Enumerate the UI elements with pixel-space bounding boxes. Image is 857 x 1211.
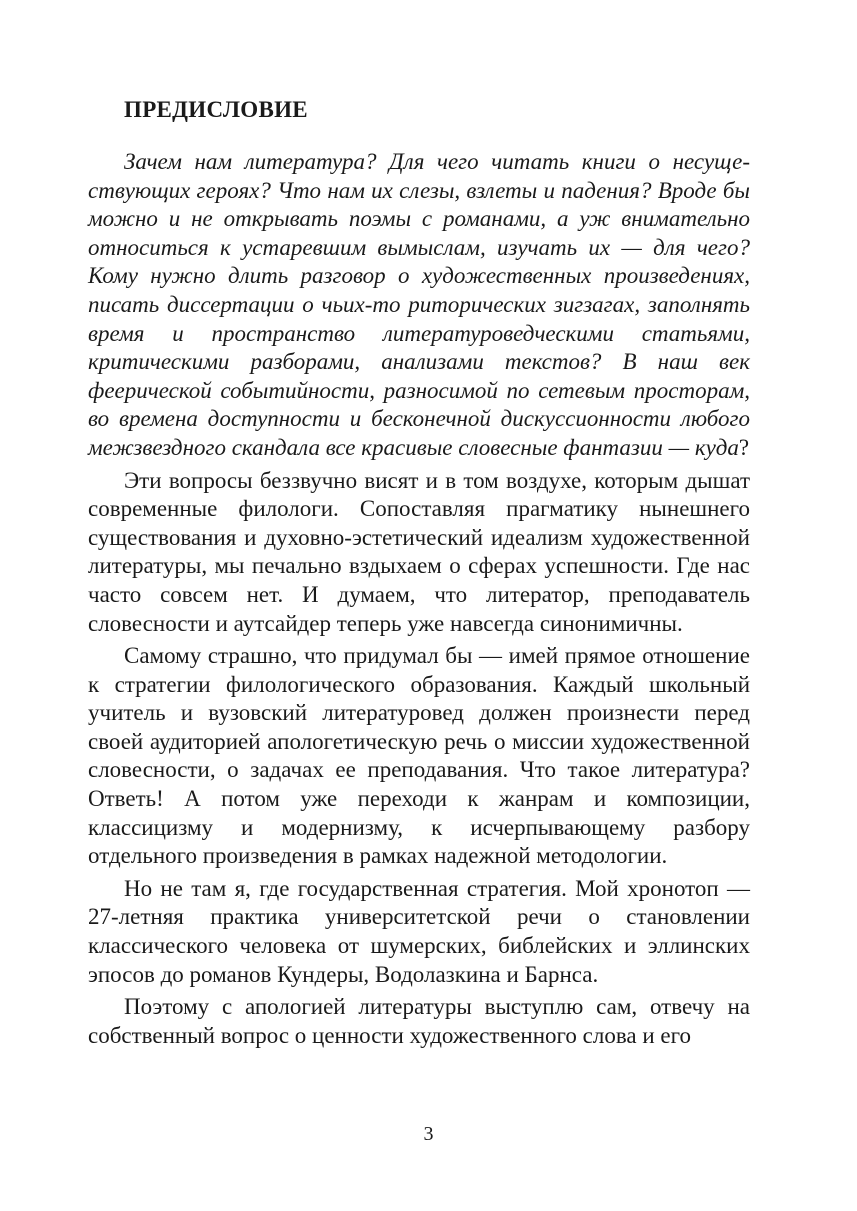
- epigraph-paragraph: [88, 148, 750, 463]
- page-number: 3: [423, 1123, 434, 1145]
- epigraph-text: Зачем нам литература? Для чего читать книги о несуществующих героях? Что нам их слезы, взлеты и падения? Вроде бы можно и не открывать поэмы с романами, а уж внимательно относиться к устаревшим вымыслам, изучать их — для чего? Кому нужно длить разговор о художественных произведениях, писать диссертации о чьих-то риторических зигзагах, заполнять время и пространство литературоведческими статьями, критическими разборами, анализами текстов? В наш век феерической событийности, разносимой по сетевым просторам, во времена доступности и бесконечной дискуссионности любого межзвездного скандала все красивые словесные фантазии — куда: [88, 149, 750, 460]
- page-title: ПРЕДИСЛОВИЕ: [124, 97, 308, 122]
- page-body: [88, 92, 750, 1050]
- body-paragraph-3: Но не там я, где государственная стратегия. Мой хронотоп — 27-летняя практика университетской речи о становлении классического человека от шумерских, библейских и эллинских эпосов до романов Кундеры, Водолазкина и Барнса.: [88, 875, 750, 987]
- epigraph-ending: ?: [738, 434, 750, 460]
- body-paragraph-1: Эти вопросы беззвучно висят и в том воздухе, которым дышат современные филологи. Сопоставляя прагматику нынешнего существования и духовно-эстетический идеализм художественной литературы, мы печально вздыхаем о сферах успешности. Где нас часто совсем нет. И думаем, что литератор, преподаватель словесности и аутсайдер теперь уже навсегда синонимичны.: [88, 467, 750, 636]
- body-paragraph-4: Поэтому с апологией литературы выступлю сам, отвечу на собственный вопрос о ценности художественного слова и его: [88, 994, 750, 1048]
- body-paragraph-2: Самому страшно, что придумал бы — имей прямое отношение к стратегии филологического образования. Каждый школьный учитель и вузовский литературовед должен произнести перед своей аудиторией апологетическую речь о миссии художественной словесности, о задачах ее преподавания. Что такое литература? Ответь! А потом уже переходи к жанрам и композиции, классицизму и модернизму, к исчерпывающему разбору отдельного произведения в рамках надежной методологии.: [88, 643, 750, 869]
